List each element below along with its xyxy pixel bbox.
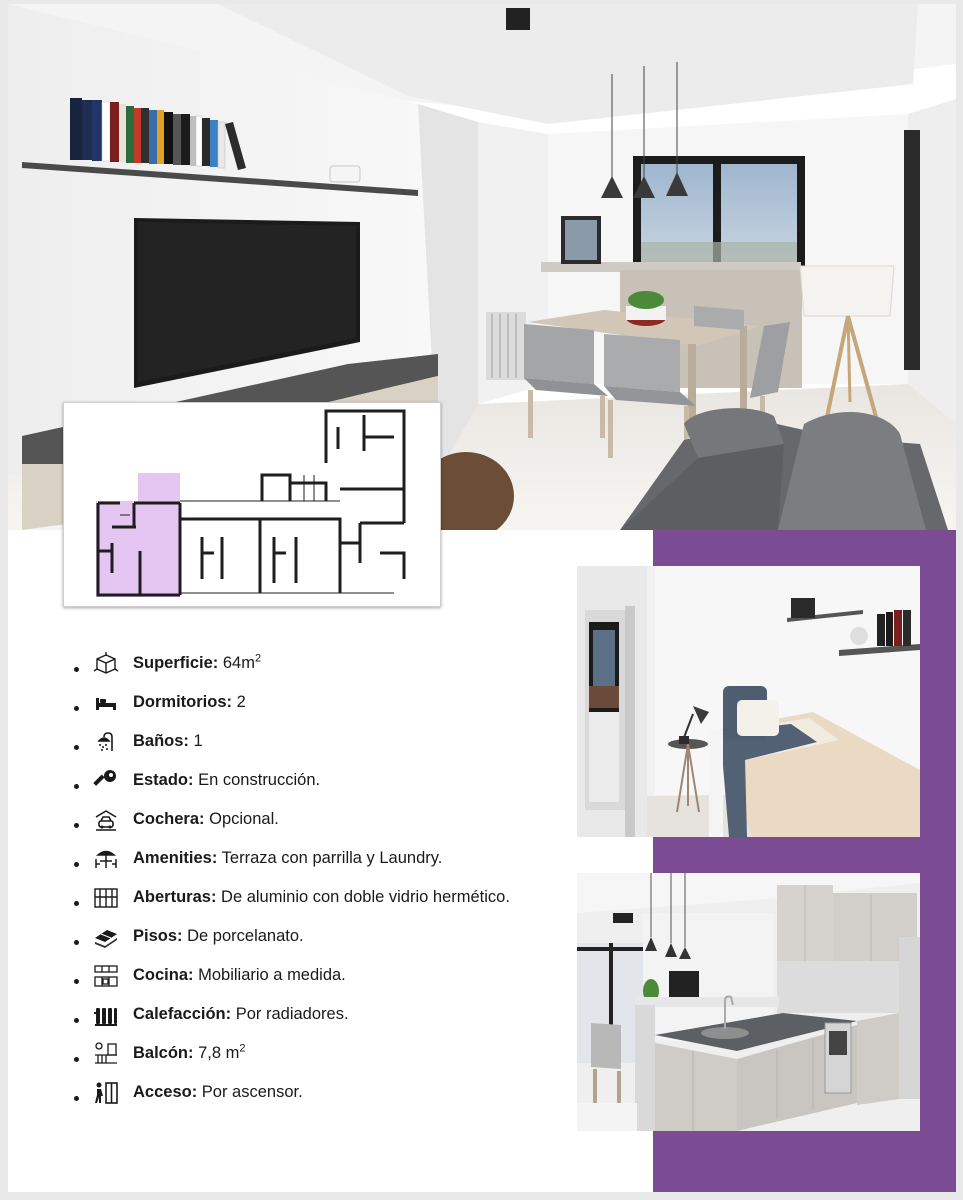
feature-value: 2 [236, 693, 246, 711]
feature-label: Cochera: [133, 810, 205, 828]
bullet [74, 979, 79, 984]
shower-icon [93, 729, 119, 755]
feature-calefaccion [70, 996, 590, 1035]
feature-value: 1 [193, 732, 203, 750]
bullet [74, 940, 79, 945]
feature-label: Estado: [133, 771, 194, 789]
feature-unit-sup: 2 [254, 652, 262, 665]
bullet [74, 901, 79, 906]
kitchen-icon [93, 963, 119, 989]
feature-acceso [70, 1074, 590, 1113]
feature-label: Pisos: [133, 927, 183, 945]
features-list [70, 645, 590, 1113]
bed-icon [93, 690, 119, 716]
bullet [74, 784, 79, 789]
feature-estado [70, 762, 590, 801]
feature-label: Superficie: [133, 654, 219, 672]
listing-page [8, 4, 956, 1192]
feature-value: 7,8 m [198, 1044, 240, 1062]
feature-value: De porcelanato. [187, 927, 304, 945]
bullet [74, 1057, 79, 1062]
feature-superficie [70, 645, 590, 684]
feature-label: Amenities: [133, 849, 218, 867]
bullet [74, 706, 79, 711]
feature-dormitorios [70, 684, 590, 723]
balcony-icon [93, 1041, 119, 1067]
bullet [74, 1018, 79, 1023]
garage-icon [93, 807, 119, 833]
window-icon [93, 885, 119, 911]
feature-label: Acceso: [133, 1083, 198, 1101]
feature-value: 64m [222, 654, 255, 672]
bullet [74, 862, 79, 867]
bedroom-photo [577, 566, 920, 837]
feature-label: Baños: [133, 732, 189, 750]
feature-value: Mobiliario a medida. [198, 966, 346, 984]
feature-label: Calefacción: [133, 1005, 232, 1023]
kitchen-photo [577, 873, 920, 1131]
bullet [74, 745, 79, 750]
feature-value: Por radiadores. [235, 1005, 349, 1023]
feature-pisos [70, 918, 590, 957]
feature-label: Balcón: [133, 1044, 194, 1062]
grill-table-icon [93, 846, 119, 872]
feature-value: Terraza con parrilla y Laundry. [221, 849, 443, 867]
bullet [74, 823, 79, 828]
feature-banos [70, 723, 590, 762]
feature-value: De aluminio con doble vidrio hermético. [221, 888, 510, 906]
feature-label: Cocina: [133, 966, 194, 984]
feature-unit-sup: 2 [239, 1042, 246, 1055]
feature-cocina [70, 957, 590, 996]
feature-balcon [70, 1035, 590, 1074]
elevator-icon [93, 1080, 119, 1106]
floor-tiles-icon [93, 924, 119, 950]
feature-label: Dormitorios: [133, 693, 232, 711]
feature-value: Por ascensor. [201, 1083, 303, 1101]
key-icon [93, 768, 119, 794]
radiator-icon [93, 1002, 119, 1028]
feature-label: Aberturas: [133, 888, 217, 906]
feature-aberturas [70, 879, 590, 918]
feature-value: Opcional. [209, 810, 279, 828]
floor-plan [63, 402, 441, 607]
feature-amenities [70, 840, 590, 879]
feature-cochera [70, 801, 590, 840]
bullet [74, 1096, 79, 1101]
bullet [74, 667, 79, 672]
area-icon [93, 651, 119, 677]
feature-value: En construcción. [198, 771, 321, 789]
